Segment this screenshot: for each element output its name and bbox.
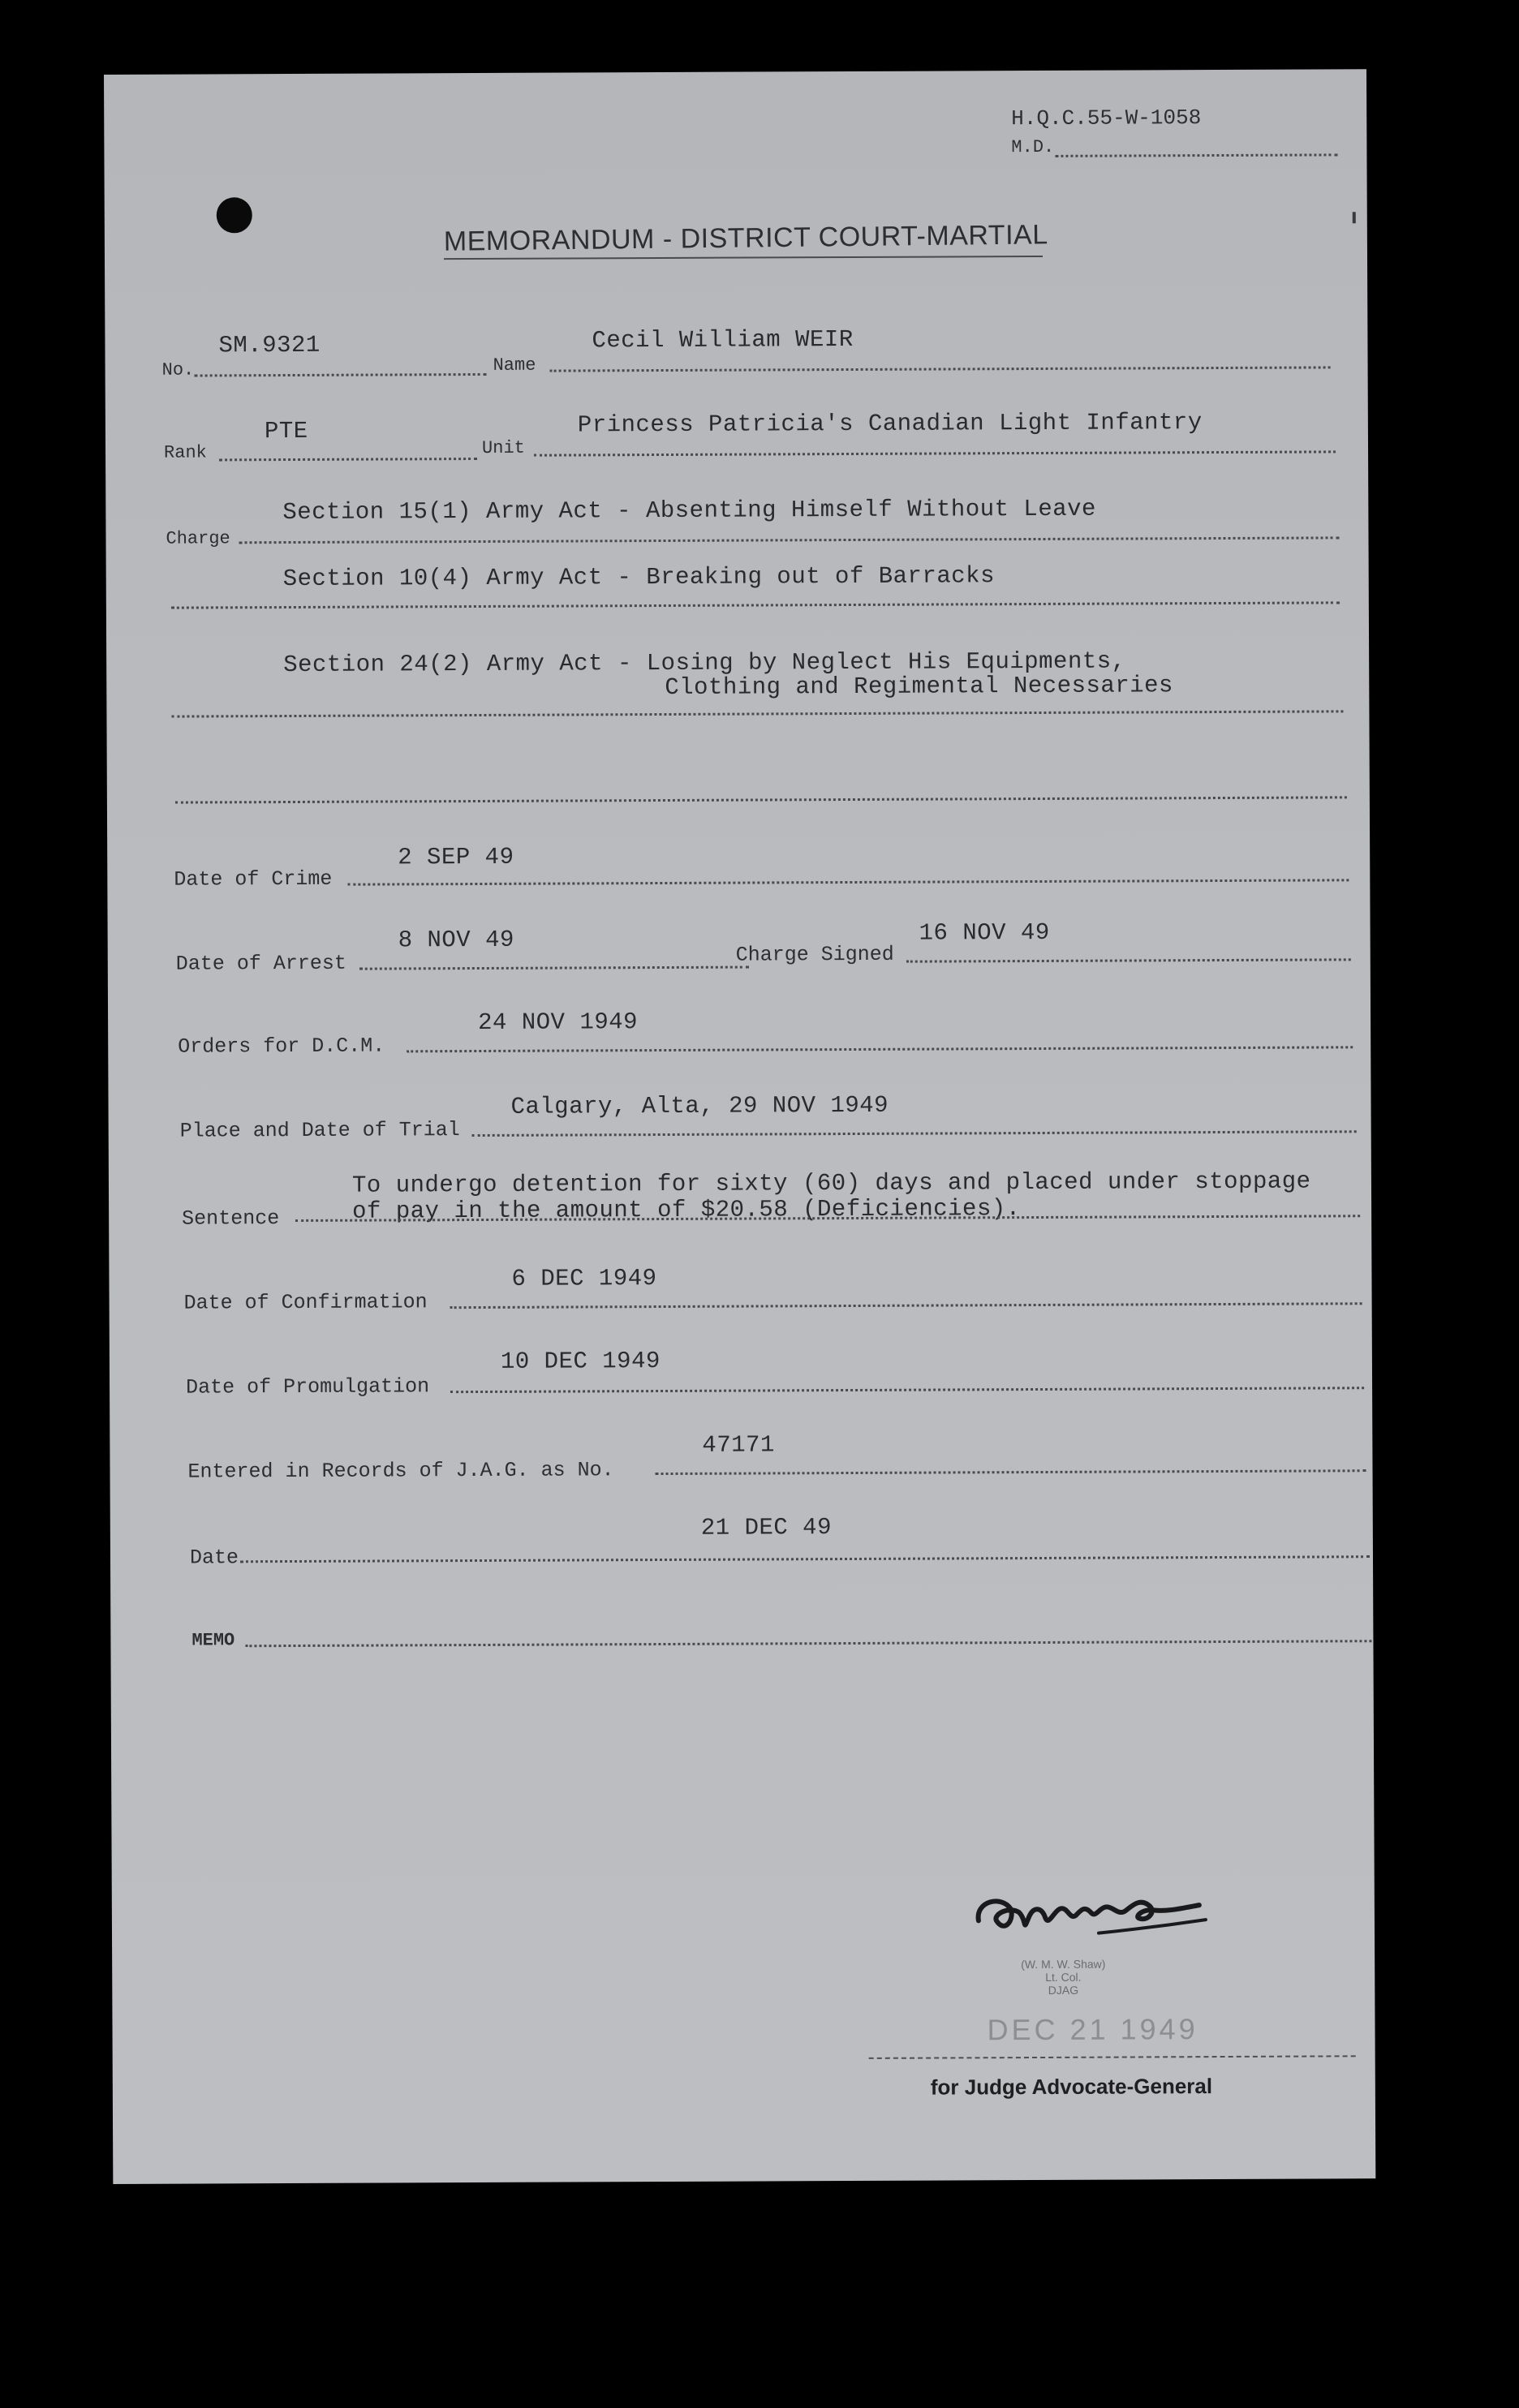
charge-label: Charge <box>166 528 230 549</box>
date-of-crime-label: Date of Crime <box>174 866 333 892</box>
jag-records-label: Entered in Records of J.A.G. as No. <box>187 1458 614 1484</box>
charge-3-continuation: Clothing and Regimental Necessaries <box>665 672 1173 701</box>
hq-file-number: H.Q.C.55-W-1058 <box>1011 105 1202 131</box>
sentence-line-1: To undergo detention for sixty (60) days and placed under stoppage <box>351 1167 1311 1199</box>
date-stamp: DEC 21 1949 <box>987 2012 1198 2047</box>
confirmation-value: 6 DEC 1949 <box>511 1265 657 1292</box>
name-label: Name <box>493 355 536 376</box>
signatory-full-name: (W. M. W. Shaw) <box>1021 1957 1106 1972</box>
memo-line <box>245 1640 1371 1647</box>
orders-label: Orders for D.C.M. <box>178 1034 385 1059</box>
place-date-trial-line <box>472 1130 1357 1137</box>
charge-signed-label: Charge Signed <box>735 942 894 967</box>
rank-line <box>219 458 477 461</box>
promulgation-value: 10 DEC 1949 <box>500 1348 661 1375</box>
charge-line-2 <box>171 601 1340 608</box>
orders-value: 24 NOV 1949 <box>478 1008 639 1036</box>
binder-hole <box>217 197 252 233</box>
md-label: M.D. <box>1011 136 1055 158</box>
jag-records-line <box>656 1469 1366 1475</box>
document-page <box>104 69 1375 2184</box>
md-line <box>1055 153 1337 157</box>
charge-line-3 <box>171 710 1343 717</box>
date-of-arrest-line <box>359 966 749 970</box>
sentence-line-2: of pay in the amount of $20.58 (Deficiencies). <box>352 1195 1021 1225</box>
place-date-trial-label: Place and Date of Trial <box>179 1118 460 1143</box>
for-judge-advocate-general: for Judge Advocate-General <box>930 2074 1213 2100</box>
confirmation-line <box>450 1302 1362 1309</box>
no-label: No. <box>161 359 195 381</box>
sentence-label: Sentence <box>182 1206 280 1231</box>
paper-speck <box>1353 212 1356 223</box>
rank-value: PTE <box>264 417 308 445</box>
promulgation-label: Date of Promulgation <box>185 1374 430 1400</box>
date-of-crime-line <box>347 879 1349 885</box>
signature-line <box>869 2055 1356 2059</box>
unit-label: Unit <box>481 437 525 458</box>
unit-value: Princess Patricia's Canadian Light Infantry <box>577 409 1203 439</box>
date-label: Date <box>189 1546 239 1570</box>
unit-line <box>534 450 1336 456</box>
no-line <box>195 373 487 377</box>
charge-1: Section 15(1) Army Act - Absenting Himself Without Leave <box>282 495 1096 527</box>
handwritten-signature <box>969 1869 1212 1959</box>
charge-signed-line <box>906 958 1351 962</box>
charge-line-1 <box>239 536 1340 544</box>
promulgation-line <box>450 1387 1364 1393</box>
date-line <box>240 1555 1370 1563</box>
confirmation-label: Date of Confirmation <box>183 1290 428 1315</box>
signatory-office: DJAG <box>1048 1983 1079 1997</box>
date-of-arrest-label: Date of Arrest <box>175 951 346 976</box>
date-of-arrest-value: 8 NOV 49 <box>398 926 514 954</box>
name-value: Cecil William WEIR <box>592 325 854 355</box>
signatory-name <box>1021 1958 1105 1997</box>
jag-records-value: 47171 <box>702 1431 775 1459</box>
charge-line-4 <box>175 796 1347 803</box>
memo-label: MEMO <box>191 1630 235 1651</box>
page-title: MEMORANDUM - DISTRICT COURT-MARTIAL <box>443 219 1048 257</box>
orders-line <box>407 1046 1353 1052</box>
name-line <box>550 366 1331 372</box>
place-date-trial-value: Calgary, Alta, 29 NOV 1949 <box>510 1091 889 1120</box>
date-of-crime-value: 2 SEP 49 <box>398 843 514 871</box>
signatory-rank: Lt. Col. <box>1045 1970 1082 1984</box>
charge-signed-value: 16 NOV 49 <box>919 918 1050 947</box>
charge-2: Section 10(4) Army Act - Breaking out of Barracks <box>282 562 996 593</box>
charge-3: Section 24(2) Army Act - Losing by Neglect His Equipments, <box>283 647 1126 679</box>
date-value: 21 DEC 49 <box>700 1514 833 1542</box>
rank-label: Rank <box>163 442 207 463</box>
no-value: SM.9321 <box>218 331 321 359</box>
